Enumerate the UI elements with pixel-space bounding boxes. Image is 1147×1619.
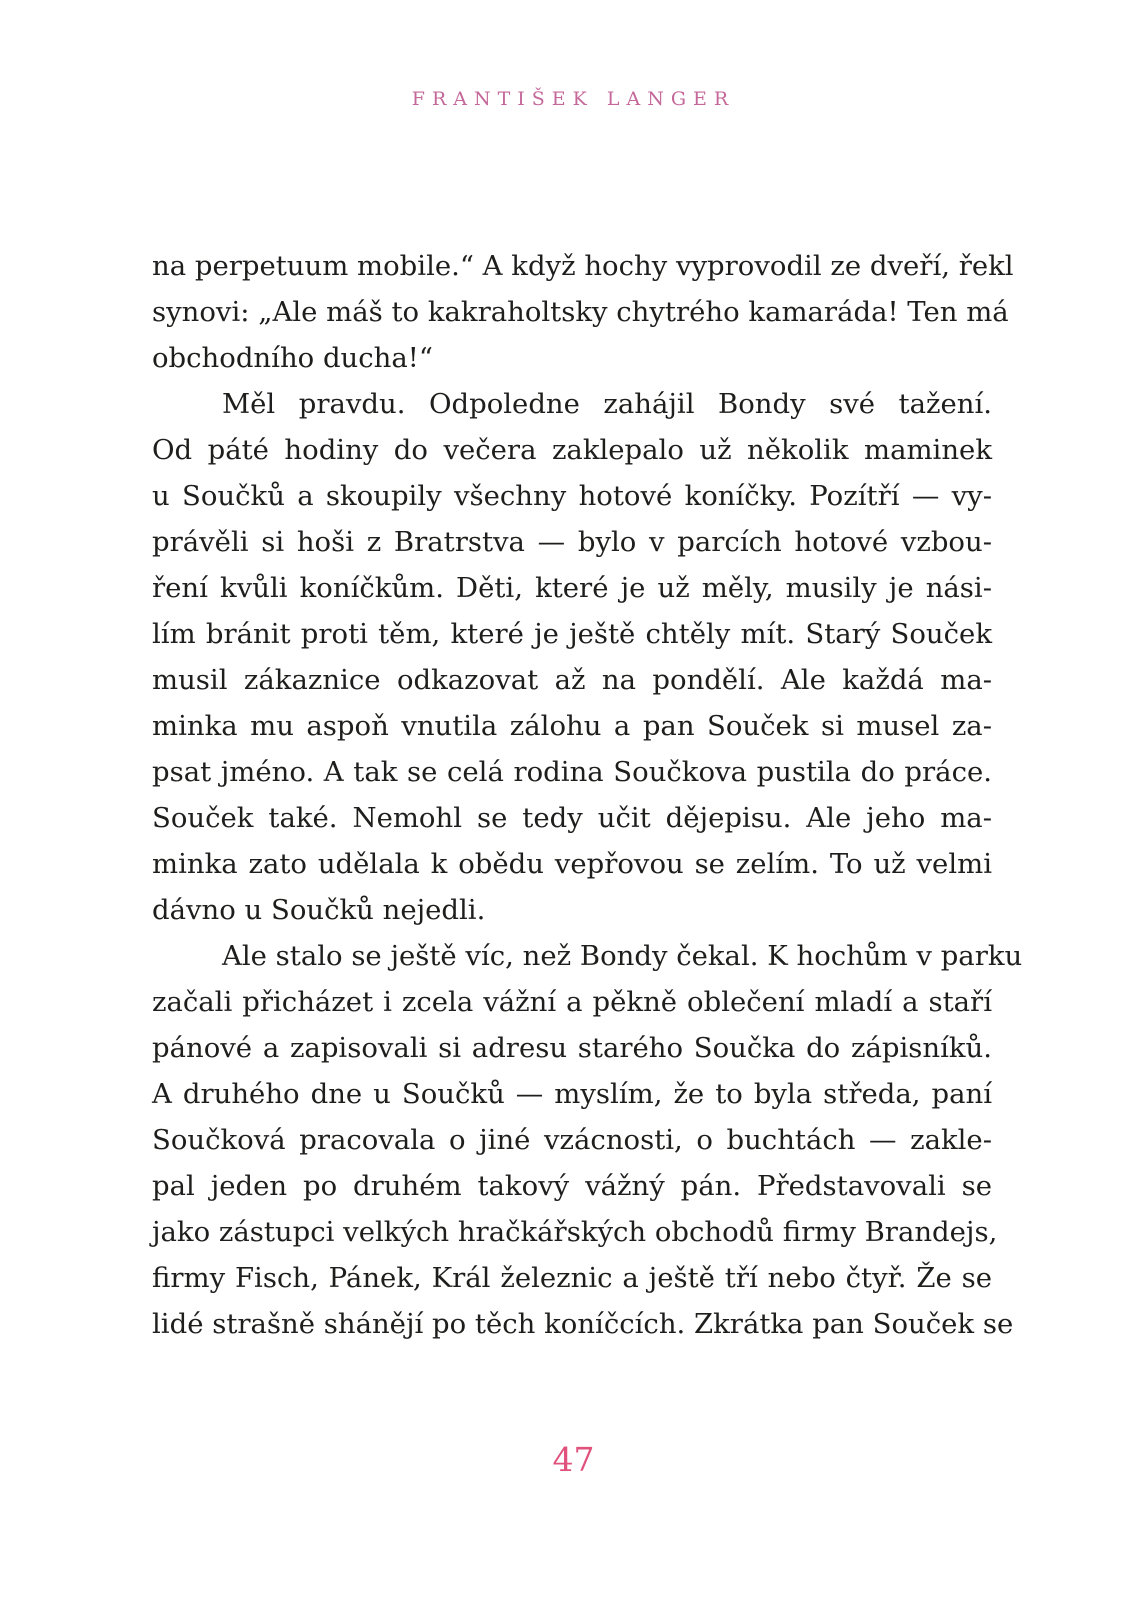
text-line: A druhého dne u Součků — myslím, že to byla středa, paní — [152, 1078, 992, 1110]
text-line: začali přicházet i zcela vážní a pěkně oblečení mladí a staří — [152, 986, 992, 1018]
text-line: lím bránit proti těm, které je ještě chtěly mít. Starý Souček — [152, 618, 992, 650]
text-line: lidé strašně shánějí po těch koníčcích. Zkrátka pan Souček se — [152, 1308, 1014, 1340]
text-line: musil zákaznice odkazovat až na pondělí. Ale každá ma- — [152, 664, 992, 696]
text-line: pal jeden po druhém takový vážný pán. Představovali se — [152, 1170, 992, 1202]
text-line: Součková pracovala o jiné vzácnosti, o buchtách — zakle- — [152, 1124, 992, 1156]
text-line: firmy Fisch, Pánek, Král železnic a ještě tří nebo čtyř. Že se — [152, 1262, 992, 1294]
text-line: psat jméno. A tak se celá rodina Součkova pustila do práce. — [152, 756, 992, 788]
text-line: právěli si hoši z Bratrstva — bylo v parcích hotové vzbou- — [152, 526, 992, 558]
running-header-author: FRANTIŠEK LANGER — [411, 88, 736, 110]
text-line: Od páté hodiny do večera zaklepalo už několik maminek — [152, 434, 992, 466]
text-block — [152, 243, 1023, 1347]
text-line: minka mu aspoň vnutila zálohu a pan Souček si musel za- — [152, 710, 992, 742]
text-line: minka zato udělala k obědu vepřovou se zelím. To už velmi — [152, 848, 992, 880]
text-line: ření kvůli koníčkům. Děti, které je už měly, musily je nási- — [152, 572, 992, 604]
text-line: synovi: „Ale máš to kakraholtsky chytrého kamaráda! Ten má — [152, 296, 1009, 328]
page-number: 47 — [552, 1440, 595, 1479]
text-line: Měl pravdu. Odpoledne zahájil Bondy své tažení. — [222, 388, 992, 420]
text-line: na perpetuum mobile.“ A když hochy vyprovodil ze dveří, řekl — [152, 250, 1014, 282]
text-line: dávno u Součků nejedli. — [152, 894, 486, 926]
text-line: pánové a zapisovali si adresu starého Součka do zápisníků. — [152, 1032, 992, 1064]
text-line: jako zástupci velkých hračkářských obchodů firmy Brandejs, — [152, 1216, 998, 1248]
text-line: u Součků a skoupily všechny hotové koníčky. Pozítří — vy- — [152, 480, 992, 512]
text-line: Ale stalo se ještě víc, než Bondy čekal. K hochům v parku — [222, 940, 1023, 972]
text-line: Souček také. Nemohl se tedy učit dějepisu. Ale jeho ma- — [152, 802, 992, 834]
text-line: obchodního ducha!“ — [152, 342, 433, 374]
